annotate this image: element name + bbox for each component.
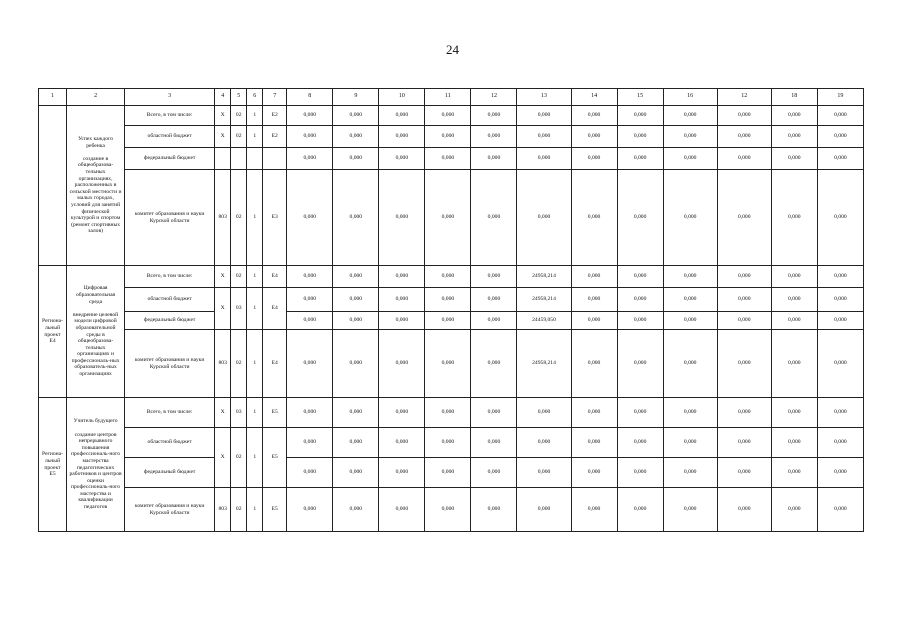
value-cell: 0,000 bbox=[379, 288, 425, 312]
table-row bbox=[39, 428, 864, 458]
source-label: Всего, в том числе: bbox=[125, 266, 215, 288]
code-cell: 03 bbox=[231, 288, 247, 330]
code-cell: E2 bbox=[263, 126, 287, 148]
value-cell: 0,000 bbox=[471, 488, 517, 532]
value-cell: 0,000 bbox=[379, 428, 425, 458]
value-cell: 0,000 bbox=[663, 288, 717, 312]
column-header: 12 bbox=[717, 89, 771, 106]
value-cell: 0,000 bbox=[717, 266, 771, 288]
value-cell: 0,000 bbox=[379, 126, 425, 148]
code-cell: 1 bbox=[247, 266, 263, 288]
value-cell: 0,000 bbox=[817, 148, 863, 170]
column-header: 2 bbox=[67, 89, 125, 106]
source-label: областной бюджет bbox=[125, 126, 215, 148]
value-cell: 0,000 bbox=[287, 488, 333, 532]
table-row bbox=[39, 126, 864, 148]
value-cell: 0,000 bbox=[287, 330, 333, 398]
code-cell: 02 bbox=[231, 106, 247, 126]
value-cell: 0,000 bbox=[333, 398, 379, 428]
value-cell: 0,000 bbox=[379, 488, 425, 532]
value-cell: 0,000 bbox=[471, 266, 517, 288]
value-cell: 0,000 bbox=[471, 398, 517, 428]
value-cell: 0,000 bbox=[771, 428, 817, 458]
column-header: 7 bbox=[263, 89, 287, 106]
value-cell: 0,000 bbox=[571, 458, 617, 488]
value-cell: 0,000 bbox=[287, 148, 333, 170]
value-cell: 0,000 bbox=[663, 126, 717, 148]
value-cell: 0,000 bbox=[817, 488, 863, 532]
value-cell: 0,000 bbox=[517, 428, 571, 458]
value-cell: 0,000 bbox=[425, 170, 471, 266]
value-cell: 0,000 bbox=[617, 106, 663, 126]
project-cell: Регионa-льный проект E4 bbox=[39, 266, 67, 398]
value-cell: 0,000 bbox=[333, 106, 379, 126]
value-cell: 0,000 bbox=[571, 312, 617, 330]
value-cell: 0,000 bbox=[771, 106, 817, 126]
value-cell: 0,000 bbox=[663, 148, 717, 170]
column-header: 9 bbox=[333, 89, 379, 106]
value-cell: 0,000 bbox=[471, 428, 517, 458]
project-description: Учитель будущего создание центров непрерывного повышения профессиональ-ного мастерства педагогических работников и центров оценки профессиональ-ного мастерства и квалификации педагогов bbox=[67, 398, 125, 532]
value-cell: 0,000 bbox=[717, 106, 771, 126]
value-cell: 0,000 bbox=[617, 266, 663, 288]
code-cell: 1 bbox=[247, 106, 263, 126]
value-cell: 0,000 bbox=[717, 330, 771, 398]
code-cell: X bbox=[215, 106, 231, 126]
value-cell: 0,000 bbox=[471, 288, 517, 312]
code-cell: E5 bbox=[263, 488, 287, 532]
code-cell: 1 bbox=[247, 330, 263, 398]
value-cell: 0,000 bbox=[287, 170, 333, 266]
value-cell: 0,000 bbox=[471, 170, 517, 266]
code-cell: X bbox=[215, 288, 231, 330]
value-cell: 0,000 bbox=[771, 170, 817, 266]
code-cell: 02 bbox=[231, 170, 247, 266]
code-cell: 02 bbox=[231, 488, 247, 532]
value-cell: 0,000 bbox=[379, 170, 425, 266]
source-label: комитет образования и науки Курской области bbox=[125, 170, 215, 266]
column-header: 14 bbox=[571, 89, 617, 106]
value-cell: 0,000 bbox=[287, 106, 333, 126]
value-cell: 0,000 bbox=[817, 170, 863, 266]
code-cell: 02 bbox=[231, 428, 247, 488]
value-cell: 0,000 bbox=[817, 312, 863, 330]
value-cell: 0,000 bbox=[717, 398, 771, 428]
code-cell: E2 bbox=[263, 106, 287, 126]
code-cell: 1 bbox=[247, 488, 263, 532]
code-cell: 1 bbox=[247, 170, 263, 266]
value-cell: 0,000 bbox=[333, 170, 379, 266]
code-cell bbox=[247, 148, 263, 170]
project-cell bbox=[39, 106, 67, 266]
value-cell: 0,000 bbox=[717, 458, 771, 488]
column-header: 18 bbox=[771, 89, 817, 106]
value-cell: 0,000 bbox=[571, 288, 617, 312]
value-cell: 0,000 bbox=[571, 148, 617, 170]
value-cell: 0,000 bbox=[425, 126, 471, 148]
code-cell bbox=[231, 148, 247, 170]
code-cell: 803 bbox=[215, 170, 231, 266]
value-cell: 0,000 bbox=[517, 458, 571, 488]
table-row bbox=[39, 312, 864, 330]
value-cell: 0,000 bbox=[517, 170, 571, 266]
table-row bbox=[39, 330, 864, 398]
value-cell: 0,000 bbox=[771, 126, 817, 148]
source-label: комитет образования и науки Курской области bbox=[125, 330, 215, 398]
value-cell: 0,000 bbox=[471, 106, 517, 126]
value-cell: 0,000 bbox=[571, 398, 617, 428]
value-cell: 0,000 bbox=[617, 458, 663, 488]
value-cell: 0,000 bbox=[379, 148, 425, 170]
value-cell: 0,000 bbox=[663, 330, 717, 398]
value-cell: 0,000 bbox=[663, 428, 717, 458]
source-label: комитет образования и науки Курской области bbox=[125, 488, 215, 532]
value-cell: 0,000 bbox=[817, 398, 863, 428]
value-cell: 0,000 bbox=[617, 148, 663, 170]
column-header: 12 bbox=[471, 89, 517, 106]
value-cell: 0,000 bbox=[663, 106, 717, 126]
code-cell bbox=[263, 148, 287, 170]
code-cell: E5 bbox=[263, 398, 287, 428]
code-cell: 1 bbox=[247, 126, 263, 148]
value-cell: 0,000 bbox=[571, 266, 617, 288]
value-cell: 0,000 bbox=[717, 148, 771, 170]
table-row bbox=[39, 148, 864, 170]
value-cell: 0,000 bbox=[663, 312, 717, 330]
table-row bbox=[39, 288, 864, 312]
value-cell: 0,000 bbox=[425, 148, 471, 170]
value-cell: 0,000 bbox=[817, 126, 863, 148]
value-cell: 0,000 bbox=[425, 330, 471, 398]
code-cell: 02 bbox=[231, 266, 247, 288]
code-cell: 1 bbox=[247, 428, 263, 488]
value-cell: 0,000 bbox=[379, 106, 425, 126]
value-cell: 0,000 bbox=[517, 126, 571, 148]
value-cell: 0,000 bbox=[817, 330, 863, 398]
code-cell: E5 bbox=[263, 428, 287, 488]
code-cell: 02 bbox=[231, 330, 247, 398]
value-cell: 0,000 bbox=[717, 126, 771, 148]
source-label: областной бюджет bbox=[125, 428, 215, 458]
value-cell: 0,000 bbox=[817, 106, 863, 126]
code-cell: X bbox=[215, 126, 231, 148]
value-cell: 0,000 bbox=[287, 266, 333, 288]
source-label: Всего, в том числе: bbox=[125, 398, 215, 428]
value-cell: 0,000 bbox=[617, 312, 663, 330]
value-cell: 0,000 bbox=[571, 126, 617, 148]
code-cell: E4 bbox=[263, 266, 287, 288]
value-cell: 0,000 bbox=[471, 458, 517, 488]
value-cell: 0,000 bbox=[425, 398, 471, 428]
value-cell: 0,000 bbox=[663, 170, 717, 266]
value-cell: 0,000 bbox=[817, 458, 863, 488]
source-label: федеральный бюджет bbox=[125, 458, 215, 488]
column-header: 11 bbox=[425, 89, 471, 106]
value-cell: 0,000 bbox=[333, 312, 379, 330]
column-header: 19 bbox=[817, 89, 863, 106]
code-cell: 803 bbox=[215, 330, 231, 398]
value-cell: 0,000 bbox=[333, 126, 379, 148]
value-cell: 0,000 bbox=[571, 330, 617, 398]
code-cell: 02 bbox=[231, 126, 247, 148]
code-cell: E4 bbox=[263, 330, 287, 398]
value-cell: 0,000 bbox=[379, 330, 425, 398]
code-cell: E3 bbox=[263, 170, 287, 266]
value-cell: 0,000 bbox=[771, 398, 817, 428]
value-cell: 0,000 bbox=[287, 126, 333, 148]
value-cell: 0,000 bbox=[471, 312, 517, 330]
value-cell: 24958,214 bbox=[517, 330, 571, 398]
value-cell: 0,000 bbox=[333, 458, 379, 488]
code-cell: 1 bbox=[247, 398, 263, 428]
value-cell: 0,000 bbox=[617, 488, 663, 532]
table-row bbox=[39, 488, 864, 532]
value-cell: 0,000 bbox=[333, 266, 379, 288]
value-cell: 0,000 bbox=[571, 106, 617, 126]
value-cell: 0,000 bbox=[771, 312, 817, 330]
column-header: 16 bbox=[663, 89, 717, 106]
value-cell: 0,000 bbox=[333, 330, 379, 398]
value-cell: 0,000 bbox=[817, 428, 863, 458]
value-cell: 0,000 bbox=[379, 312, 425, 330]
value-cell: 0,000 bbox=[617, 330, 663, 398]
value-cell: 0,000 bbox=[425, 288, 471, 312]
value-cell: 0,000 bbox=[771, 266, 817, 288]
value-cell: 0,000 bbox=[425, 106, 471, 126]
code-cell: X bbox=[215, 428, 231, 488]
project-description: Успех каждого ребенка создание в общеобразова-тельных организациях, расположенных в сельской местности и малых городах, условий для занятий физической культурой и спортом (ремонт спортивных залов) bbox=[67, 106, 125, 266]
column-header: 8 bbox=[287, 89, 333, 106]
header-row bbox=[39, 89, 864, 106]
value-cell: 0,000 bbox=[771, 288, 817, 312]
value-cell: 0,000 bbox=[617, 126, 663, 148]
source-label: федеральный бюджет bbox=[125, 148, 215, 170]
column-header: 5 bbox=[231, 89, 247, 106]
table-row bbox=[39, 266, 864, 288]
value-cell: 24958,214 bbox=[517, 288, 571, 312]
value-cell: 0,000 bbox=[333, 288, 379, 312]
project-cell: Региона-льный проект E5 bbox=[39, 398, 67, 532]
value-cell: 0,000 bbox=[817, 288, 863, 312]
value-cell: 0,000 bbox=[333, 488, 379, 532]
value-cell: 0,000 bbox=[817, 266, 863, 288]
column-header: 15 bbox=[617, 89, 663, 106]
value-cell: 0,000 bbox=[771, 148, 817, 170]
value-cell: 0,000 bbox=[617, 288, 663, 312]
value-cell: 0,000 bbox=[771, 488, 817, 532]
value-cell: 0,000 bbox=[571, 488, 617, 532]
value-cell: 0,000 bbox=[663, 398, 717, 428]
value-cell: 0,000 bbox=[663, 266, 717, 288]
value-cell: 0,000 bbox=[425, 312, 471, 330]
value-cell: 0,000 bbox=[471, 126, 517, 148]
value-cell: 0,000 bbox=[571, 170, 617, 266]
value-cell: 0,000 bbox=[717, 488, 771, 532]
value-cell: 0,000 bbox=[517, 106, 571, 126]
project-description: Цифровая образовательная среда внедрение целевой модели цифровой образовательной среды в общеобразова-тельных организациях и профессиональ-ных образователь-ных организациях bbox=[67, 266, 125, 398]
column-header: 10 bbox=[379, 89, 425, 106]
value-cell: 0,000 bbox=[471, 148, 517, 170]
source-label: областной бюджет bbox=[125, 288, 215, 312]
value-cell: 0,000 bbox=[471, 330, 517, 398]
value-cell: 0,000 bbox=[617, 170, 663, 266]
column-header: 3 bbox=[125, 89, 215, 106]
table-row bbox=[39, 106, 864, 126]
table-row bbox=[39, 170, 864, 266]
value-cell: 24459,050 bbox=[517, 312, 571, 330]
value-cell: 0,000 bbox=[333, 148, 379, 170]
table-row bbox=[39, 398, 864, 428]
value-cell: 0,000 bbox=[617, 398, 663, 428]
column-header: 13 bbox=[517, 89, 571, 106]
value-cell: 0,000 bbox=[717, 288, 771, 312]
value-cell: 0,000 bbox=[379, 266, 425, 288]
source-label: Всего, в том числе: bbox=[125, 106, 215, 126]
value-cell: 0,000 bbox=[379, 458, 425, 488]
column-header: 6 bbox=[247, 89, 263, 106]
source-label: федеральный бюджет bbox=[125, 312, 215, 330]
column-header: 1 bbox=[39, 89, 67, 106]
value-cell: 0,000 bbox=[425, 458, 471, 488]
page-number: 24 bbox=[446, 42, 459, 57]
value-cell: 0,000 bbox=[425, 428, 471, 458]
value-cell: 0,000 bbox=[287, 288, 333, 312]
value-cell: 0,000 bbox=[379, 398, 425, 428]
value-cell: 0,000 bbox=[771, 330, 817, 398]
value-cell: 0,000 bbox=[617, 428, 663, 458]
value-cell: 0,000 bbox=[771, 458, 817, 488]
code-cell: 803 bbox=[215, 488, 231, 532]
value-cell: 0,000 bbox=[425, 488, 471, 532]
value-cell: 0,000 bbox=[571, 428, 617, 458]
value-cell: 24958,214 bbox=[517, 266, 571, 288]
value-cell: 0,000 bbox=[287, 428, 333, 458]
budget-table bbox=[38, 88, 864, 532]
value-cell: 0,000 bbox=[517, 148, 571, 170]
code-cell bbox=[215, 148, 231, 170]
value-cell: 0,000 bbox=[663, 458, 717, 488]
table-row bbox=[39, 458, 864, 488]
value-cell: 0,000 bbox=[517, 398, 571, 428]
column-header: 4 bbox=[215, 89, 231, 106]
value-cell: 0,000 bbox=[663, 488, 717, 532]
code-cell: 1 bbox=[247, 288, 263, 330]
value-cell: 0,000 bbox=[517, 488, 571, 532]
value-cell: 0,000 bbox=[717, 428, 771, 458]
value-cell: 0,000 bbox=[333, 428, 379, 458]
code-cell: X bbox=[215, 398, 231, 428]
value-cell: 0,000 bbox=[287, 312, 333, 330]
code-cell: X bbox=[215, 266, 231, 288]
code-cell: 03 bbox=[231, 398, 247, 428]
value-cell: 0,000 bbox=[287, 398, 333, 428]
value-cell: 0,000 bbox=[717, 170, 771, 266]
value-cell: 0,000 bbox=[425, 266, 471, 288]
code-cell: E4 bbox=[263, 288, 287, 330]
value-cell: 0,000 bbox=[287, 458, 333, 488]
value-cell: 0,000 bbox=[717, 312, 771, 330]
